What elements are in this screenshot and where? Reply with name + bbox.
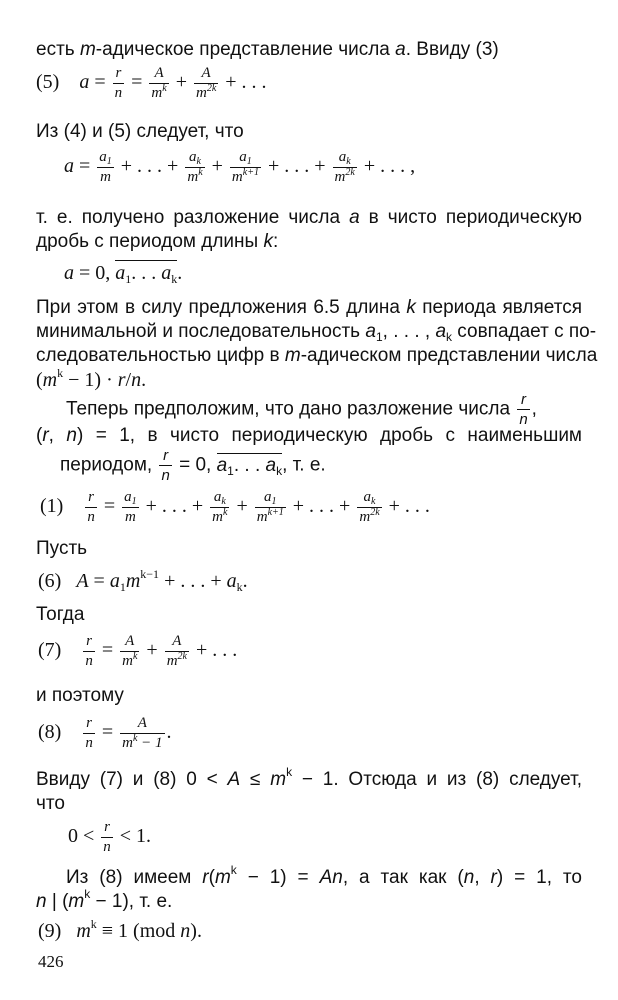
equation-label: (9) <box>38 920 62 942</box>
equation-periodic: a = 0, $a_1$. . . $a_k$. <box>64 262 183 286</box>
equation-5: (5) a = $\frac{r}{n}$ = $\frac{A}{m^k}$ + $\frac{A}{m^{2k}}$ + . . . <box>36 65 267 101</box>
equation-label: (7) <box>38 639 62 662</box>
text-line: Ввиду (7) и (8) $0 < A \le m^k - 1$. Отсюда и из (8) следует, <box>36 765 582 790</box>
text-line: Тогда <box>36 604 85 625</box>
text-line: (r, n) = 1, в чисто периодическую дробь с наименьшим <box>36 425 582 446</box>
text-line: Теперь предположим, что дано разложение числа $\frac{r}{n}$ , <box>66 391 537 428</box>
equation-label: (6) <box>38 570 62 592</box>
equation-9: (9) $m^k \equiv 1$ (mod n). <box>38 917 202 942</box>
page-number: 426 <box>38 952 64 971</box>
text-line: т. е. получено разложение числа a в чисто периодическую <box>36 207 582 228</box>
text-line: есть m-адическое представление числа a. Ввиду (3) <box>36 39 499 60</box>
equation-label: (1) <box>40 495 64 518</box>
text-line: n | $(m^k - 1)$, т. е. <box>36 887 173 912</box>
equation-6: (6) $A = a_1m^{k-1}$ + . . . + $a_k$. <box>38 567 248 594</box>
text-line: Пусть <box>36 538 88 559</box>
text-line: и поэтому <box>36 685 124 706</box>
equation-8: (8) $\frac{r}{n}$ = $\frac{A}{m^k - 1}$ . <box>38 715 172 751</box>
text-line: следовательностью цифр в m-адическом представлении числа <box>36 345 598 366</box>
text-line: При этом в силу предложения 6.5 длина k периода является <box>36 297 582 318</box>
equation-expansion: a = $\frac{a_1}{m}$ + . . . + $\frac{a_k}{m^k}$ + $\frac{a_1}{m^{k+1}}$ + . . . + $\frac{a_k}{m^{2k}}$ + . . . , <box>64 149 416 185</box>
text-line: $(m^k - 1) \cdot r/n$. <box>36 366 147 391</box>
text-line: периодом, $\frac{r}{n}$ = 0, $a_1$. . . $a_k$, т. е. <box>60 447 326 484</box>
text-line: дробь с периодом длины k: <box>36 231 279 252</box>
equation-label: (8) <box>38 721 62 744</box>
equation-7: (7) $\frac{r}{n}$ = $\frac{A}{m^k}$ + $\frac{A}{m^{2k}}$ + . . . <box>38 633 238 669</box>
text-line: минимальной и последовательность $a_1$, . . . , $a_k$ совпадает с по- <box>36 321 597 344</box>
text-line: Из (4) и (5) следует, что <box>36 121 244 142</box>
equation-bound: 0 < $\frac{r}{n}$ < 1. <box>68 819 152 855</box>
equation-1: (1) $\frac{r}{n}$ = $\frac{a_1}{m}$ + . . . + $\frac{a_k}{m^k}$ + $\frac{a_1}{m^{k+1}}$ + . . . + $\frac{a_k}{m^{2k}}$ + . . . <box>40 489 430 525</box>
text-line: Из (8) имеем $r(m^k - 1) = An$, а так как (n, r) = 1, то <box>66 863 582 888</box>
equation-label: (5) <box>36 71 60 94</box>
text-line: что <box>36 793 65 814</box>
